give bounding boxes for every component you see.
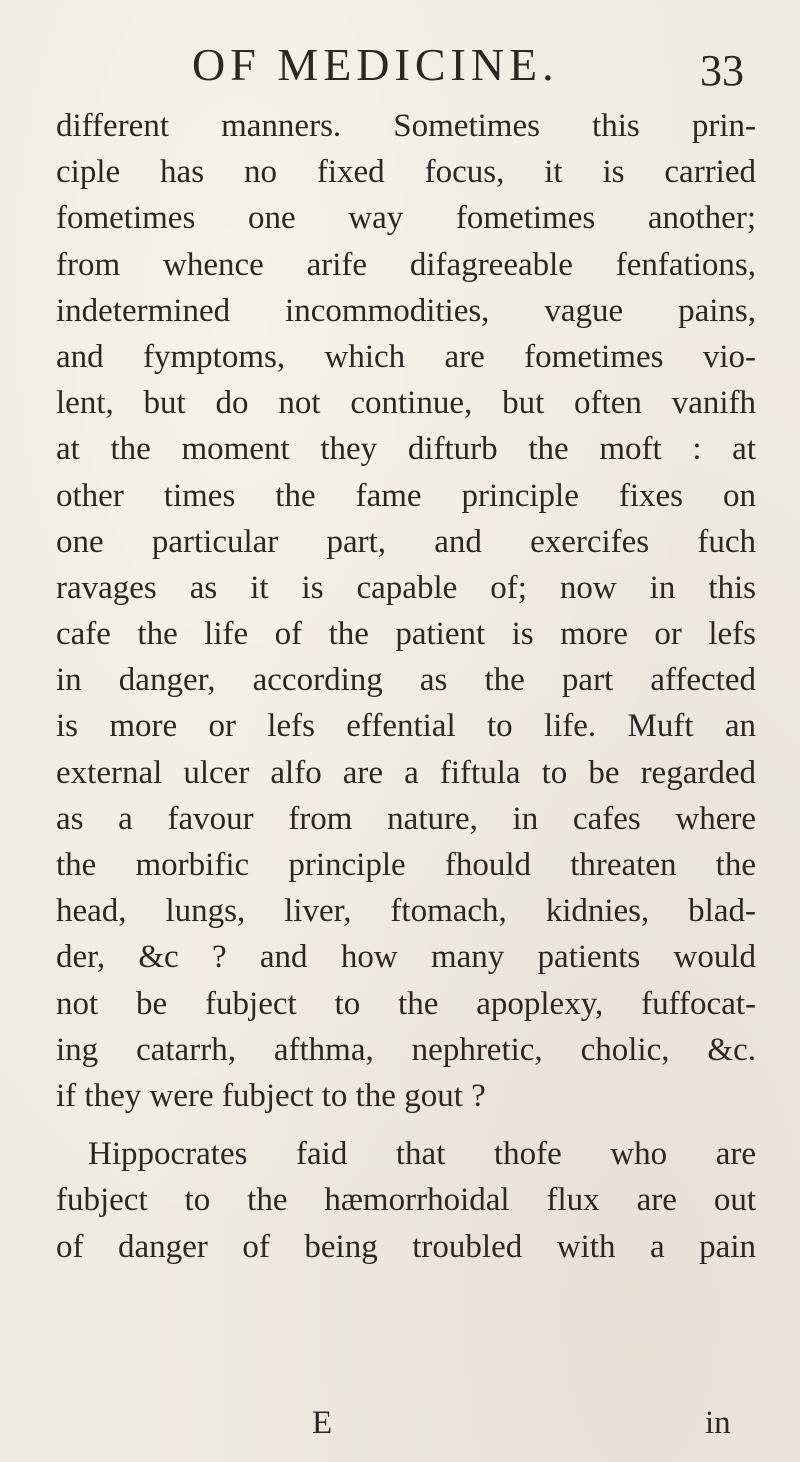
text-line: Hippocrates faid that thofe who are <box>88 1136 756 1173</box>
text-line: cafe the life of the patient is more or lefs <box>56 616 756 653</box>
text-line: ciple has no fixed focus, it is carried <box>56 154 756 191</box>
text-line: external ulcer alfo are a fiftula to be regarded <box>56 754 756 791</box>
text-line: is more or lefs effential to life. Muft an <box>56 708 756 745</box>
text-line: der, &c ? and how many patients would <box>56 939 756 976</box>
text-line: head, lungs, liver, ftomach, kidnies, blad- <box>56 893 756 930</box>
text-line: from whence arife difagreeable fenfations, <box>56 246 756 283</box>
running-title: OF MEDICINE. <box>192 39 559 90</box>
text-line: as a favour from nature, in cafes where <box>56 800 756 837</box>
text-line: in danger, according as the part affected <box>56 662 756 699</box>
catchword: in <box>705 1405 731 1441</box>
signature-mark: E <box>312 1405 333 1441</box>
text-line: lent, but do not continue, but often vanifh <box>56 385 756 422</box>
text-line: ing catarrh, afthma, nephretic, cholic, &c. <box>56 1031 756 1068</box>
paragraph-1 <box>56 103 756 1119</box>
text-line: other times the fame principle fixes on <box>56 477 756 514</box>
running-head <box>0 39 800 95</box>
text-line: one particular part, and exercifes fuch <box>56 523 756 560</box>
text-line: at the moment they difturb the moft : at <box>56 431 756 468</box>
text-line: of danger of being troubled with a pain <box>56 1228 756 1265</box>
paragraph-2 <box>56 1131 756 1270</box>
text-line: the morbific principle fhould threaten the <box>56 847 756 883</box>
page-number: 33 <box>700 46 744 95</box>
text-line: if they were fubject to the gout ? <box>56 1077 486 1114</box>
page-footer <box>0 1400 800 1446</box>
text-line: not be fubject to the apoplexy, fuffocat- <box>56 985 756 1022</box>
text-line: fometimes one way fometimes another; <box>56 200 756 237</box>
text-line: and fymptoms, which are fometimes vio- <box>56 338 756 375</box>
body-text <box>56 103 756 1270</box>
text-line: different manners. Sometimes this prin- <box>56 108 756 144</box>
text-line: ravages as it is capable of; now in this <box>56 569 756 606</box>
text-line: indetermined incommodities, vague pains, <box>56 292 756 329</box>
text-line: fubject to the hæmorrhoidal flux are out <box>56 1182 756 1219</box>
paragraph-gap <box>56 1119 756 1131</box>
